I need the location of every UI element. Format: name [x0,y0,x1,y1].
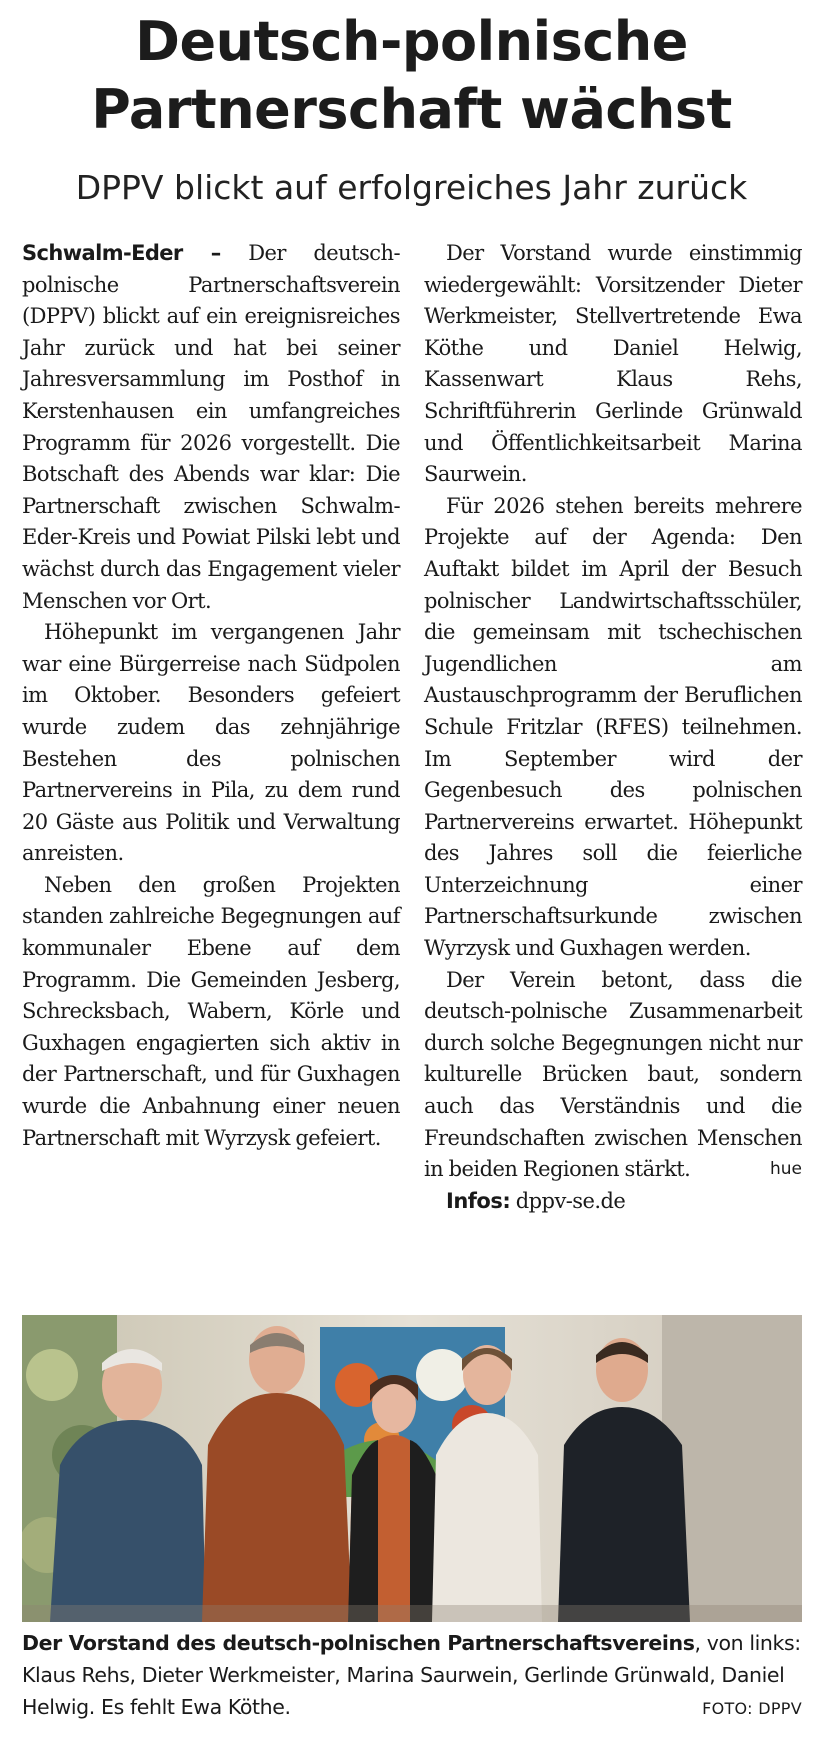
caption-bold: Der Vorstand des deutsch-polnischen Partnerschaftsvereins [22,1631,695,1655]
subheadline: DPPV blickt auf erfolgreiches Jahr zurück [75,168,748,207]
caption-text: , von links: Klaus Rehs, Dieter Werkmeister, Marina Saurwein, Gerlinde Grünwald, Daniel Helwig. Es fehlt Ewa Köthe. [22,1631,801,1719]
article-paragraph-6 [424,965,802,1186]
headline-line-2: Partnerschaft wächst [91,78,732,141]
infos-url[interactable]: dppv-se.de [515,1188,626,1213]
article-paragraph-3: Neben den großen Projekten standen zahlreiche Begegnungen auf kommunaler Ebene auf dem Programm. Die Gemeinden Jesberg, Schrecksbach, Wabern, Körle und Guxhagen engagierten sich aktiv in der Partnerschaft, und für Guxhagen wurde die Anbahnung einer neuen Partnerschaft mit Wyrzysk gefeiert. [22,872,400,1150]
headline-line-1: Deutsch-polnische [135,10,688,73]
article-paragraph-1 [22,238,400,617]
article-paragraph-4: Der Vorstand wurde einstimmig wiedergewählt: Vorsitzender Dieter Werkmeister, Stellvertretende Ewa Köthe und Daniel Helwig, Kassenwart Klaus Rehs, Schriftführerin Gerlinde Grünwald und Öffentlichkeitsarbeit Marina Saurwein. [424,241,802,487]
photo-credit: FOTO: DPPV [702,1699,802,1718]
article-paragraph-6-text: Der Verein betont, dass die deutsch-polnische Zusammenarbeit durch solche Begegnungen nicht nur kulturelle Brücken baut, sondern auch das Verständnis und die Freundschaften zwischen Menschen in beiden Regionen stärkt. [424,967,802,1182]
article-paragraph-1-text: Der deutsch-polnische Partnerschaftsverein (DPPV) blickt auf ein ereignisreiches Jahr zurück und hat bei seiner Jahresversammlung im Posthof in Kerstenhausen ein umfangreiches Programm für 2026 vorgestellt. Die Botschaft des Abends war klar: Die Partnerschaft zwischen Schwalm-Eder-Kreis und Powiat Pilski lebt und wächst durch das Engagement vieler Menschen vor Ort. [22,241,400,613]
group-photo-illustration [22,1315,802,1622]
dateline: Schwalm-Eder – [22,241,221,265]
article-column-right [424,238,802,1217]
infos-label: Infos: [446,1188,511,1213]
article-paragraph-5: Für 2026 stehen bereits mehrere Projekte auf der Agenda: Den Auftakt bildet im April der Besuch polnischer Landwirtschaftsschüler, die gemeinsam mit tschechischen Jugendlichen am Austauschprogramm der Beruflichen Schule Fritzlar (RFES) teilnehmen. Im September wird der Gegenbesuch des polnischen Partnervereins erwartet. Höhepunkt des Jahres soll die feierliche Unterzeichnung einer Partnerschaftsurkunde zwischen Wyrzysk und Guxhagen werden. [424,493,802,961]
group-photo [22,1315,802,1622]
headline [0,8,823,144]
infos-line [424,1186,802,1218]
article-column-left [22,238,400,1154]
author-initials: hue [769,1159,802,1180]
photo-caption [22,1627,802,1725]
article-paragraph-2: Höhepunkt im vergangenen Jahr war eine Bürgerreise nach Südpolen im Oktober. Besonders gefeiert wurde zudem das zehnjährige Bestehen des polnischen Partnervereins in Pila, zu dem rund 20 Gäste aus Politik und Verwaltung anreisten. [22,620,400,866]
